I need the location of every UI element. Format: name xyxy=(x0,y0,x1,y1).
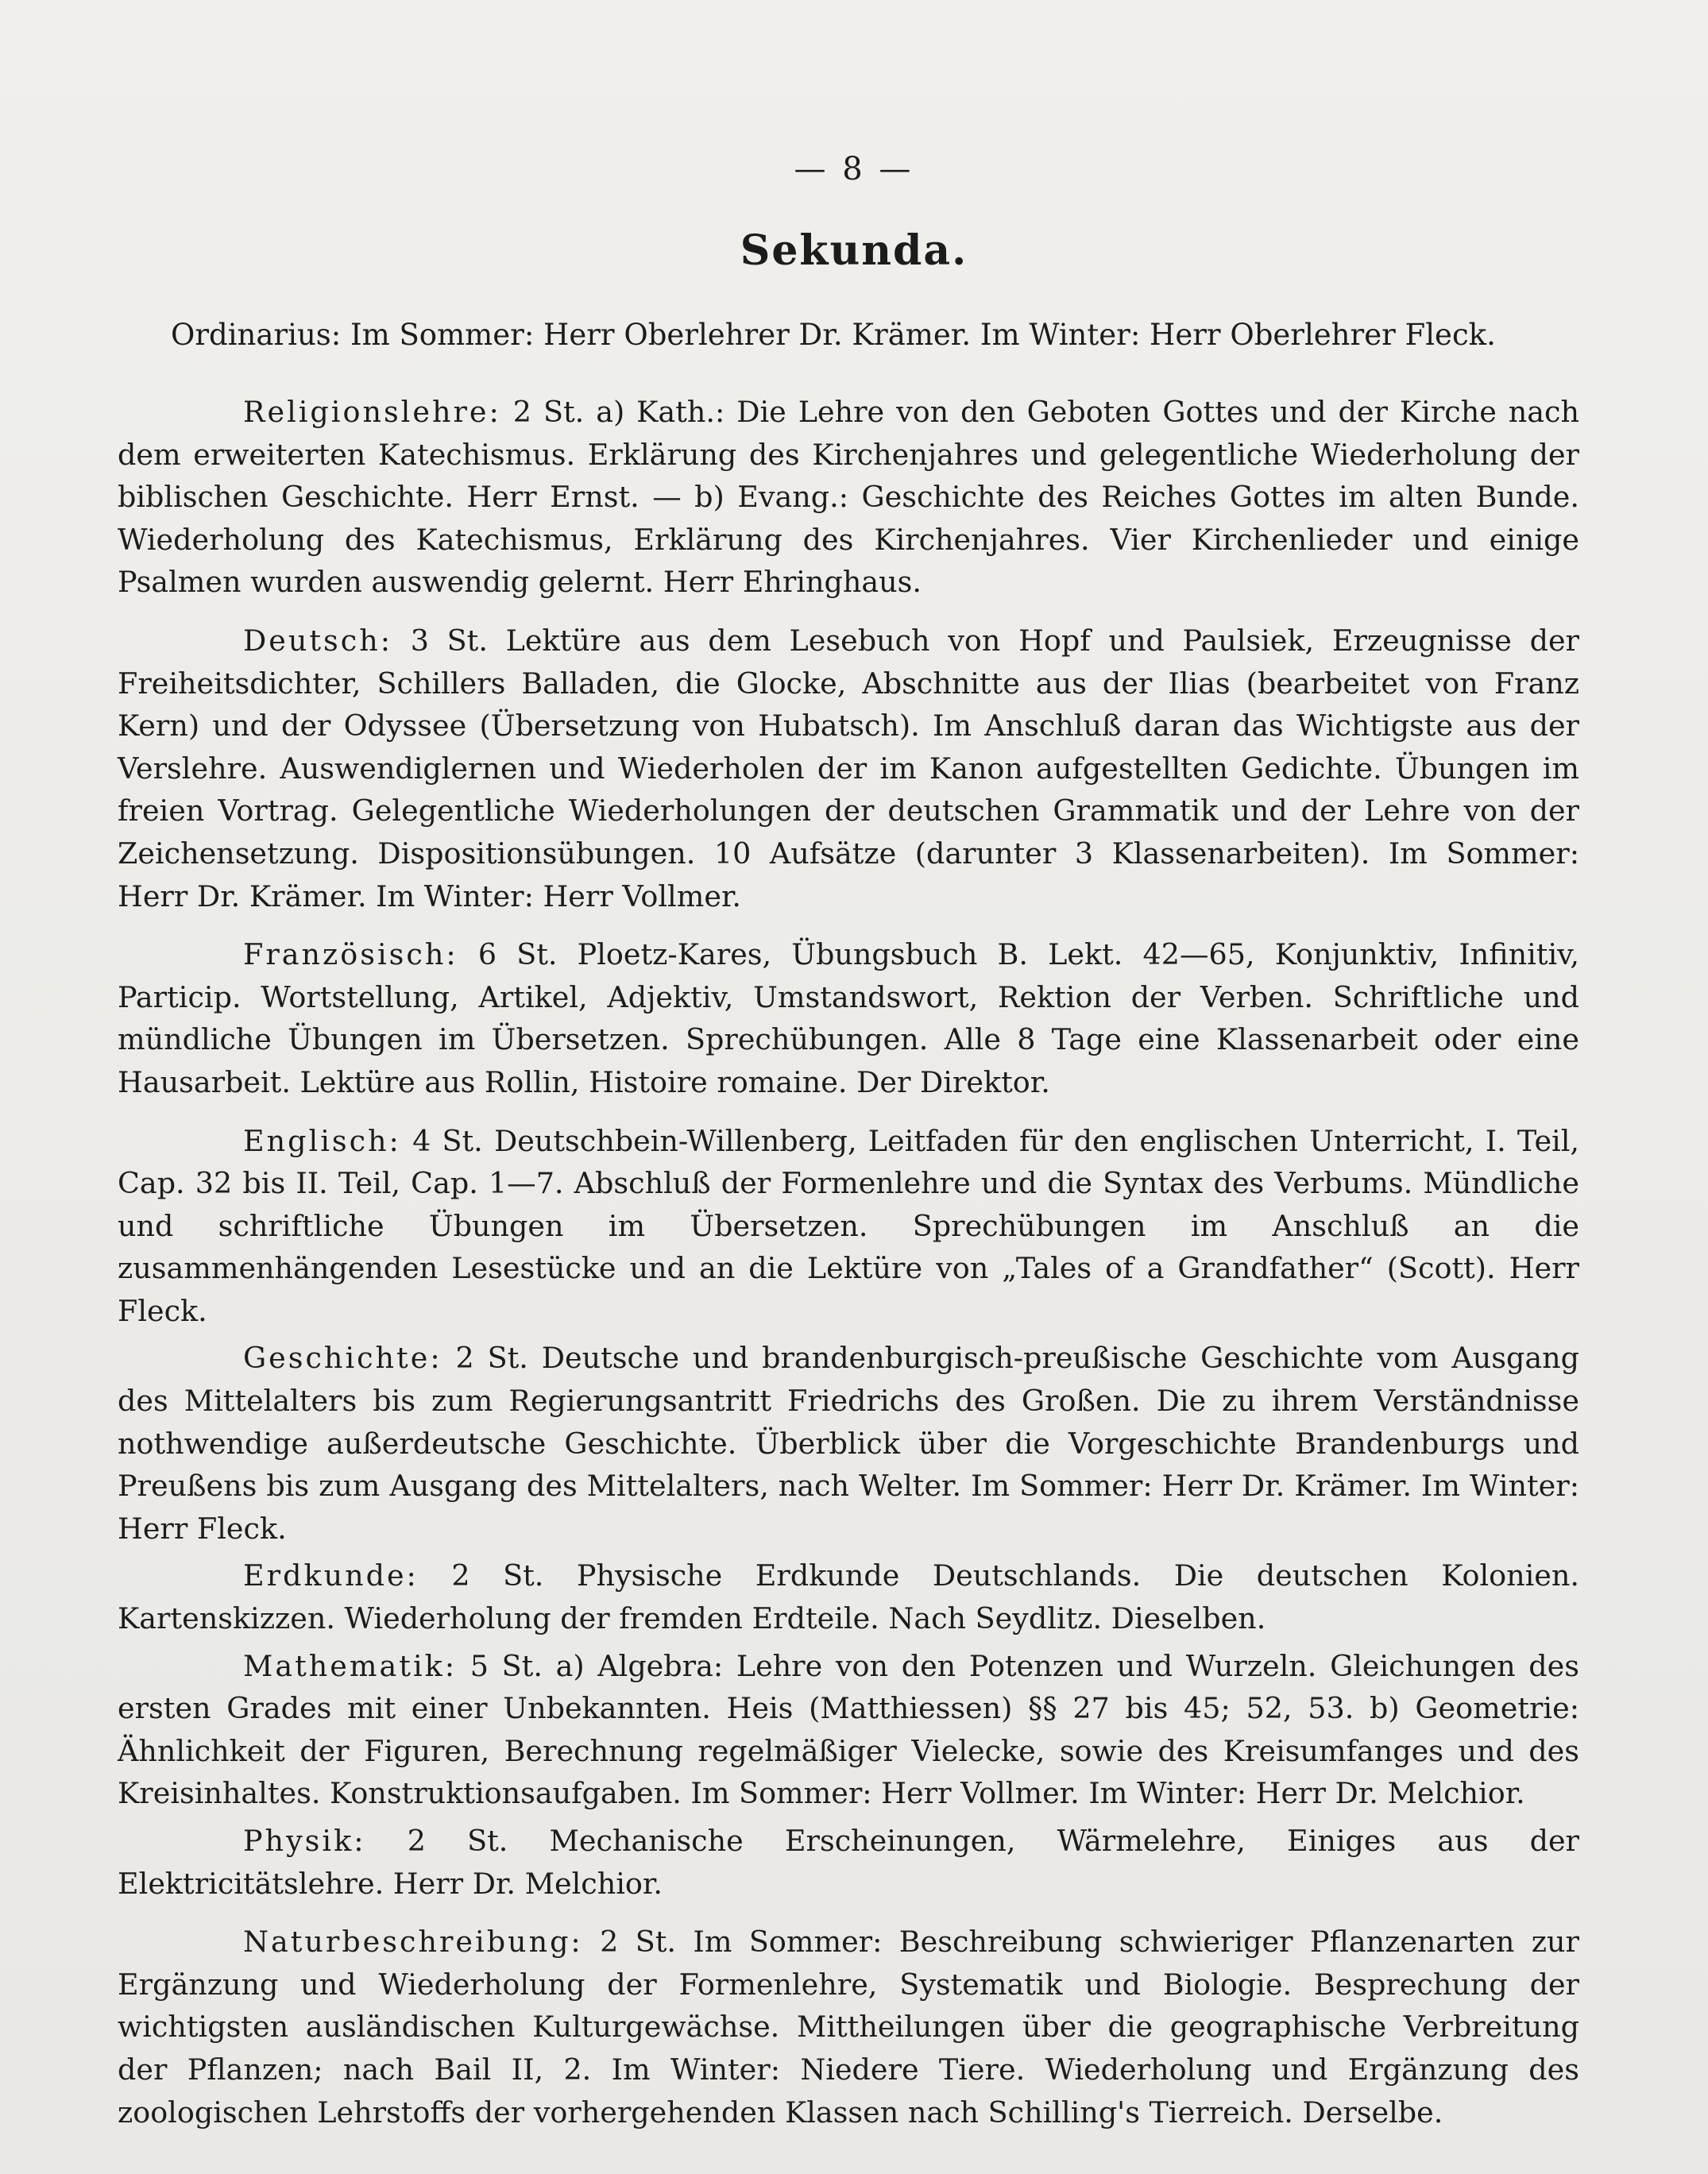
section-text: 2 St. a) Kath.: Die Lehre von den Geboten Gottes und der Kirche nach dem erweiterten Katechismus. Erklärung des Kirchenjahres und gelegentliche Wiederholung der biblischen Geschichte. Herr Ernst. — b) Evang.: Geschichte des Reiches Gottes im alten Bunde. Wiederholung des Katechismus, Erklärung des Kirchenjahres. Vier Kirchenlieder und einige Psalmen wurden auswendig gelernt. Herr Ehringhaus. xyxy=(118,395,1579,600)
section-mathematik xyxy=(118,1645,1579,1815)
section-erdkunde xyxy=(118,1554,1579,1639)
section-text: 2 St. Deutsche und brandenburgisch-preußische Geschichte vom Ausgang des Mittelalters bis zum Regierungsantritt Friedrichs des Großen. Die zu ihrem Verständnisse nothwendige außerdeutsche Geschichte. Überblick über die Vorgeschichte Brandenburgs und Preußens bis zum Ausgang des Mittelalters, nach Welter. Im Sommer: Herr Dr. Krämer. Im Winter: Herr Fleck. xyxy=(118,1341,1579,1546)
section-text: 6 St. Ploetz-Kares, Übungsbuch B. Lekt. 42—65, Konjunktiv, Infinitiv, Particip. Wortstellung, Artikel, Adjektiv, Umstandswort, Rektion der Verben. Schriftliche und mündliche Übungen im Übersetzen. Sprechübungen. Alle 8 Tage eine Klassenarbeit oder eine Hausarbeit. Lektüre aus Rollin, Histoire romaine. Der Direktor. xyxy=(118,937,1580,1099)
section-naturbeschreibung xyxy=(118,1921,1579,2133)
page-title: Sekunda. xyxy=(740,226,968,275)
subject-heading: Naturbeschreibung: xyxy=(243,1925,583,1960)
section-deutsch xyxy=(118,620,1579,917)
subject-heading: Physik: xyxy=(243,1824,366,1858)
section-physik xyxy=(118,1820,1579,1905)
subject-heading: Geschichte: xyxy=(243,1341,442,1376)
section-text: 4 St. Deutschbein-Willenberg, Leitfaden für den englischen Unterricht, I. Teil, Cap. 32 bis II. Teil, Cap. 1—7. Abschluß der Formenlehre und die Syntax des Verbums. Mündliche und schriftliche Übungen im Übersetzen. Sprechübungen im Anschluß an die zusammenhängenden Lesestücke und an die Lektüre von „Tales of a Grandfather“ (Scott). Herr Fleck. xyxy=(118,1123,1579,1328)
subject-heading: Französisch: xyxy=(243,937,458,972)
syllabus-body xyxy=(118,391,1579,2149)
subject-heading: Erdkunde: xyxy=(243,1558,419,1593)
section-text: 3 St. Lektüre aus dem Lesebuch von Hopf und Paulsiek, Erzeugnisse der Freiheitsdichter, Schillers Balladen, die Glocke, Abschnitte aus der Ilias (bearbeitet von Franz Kern) und der Odyssee (Übersetzung von Hubatsch). Im Anschluß daran das Wichtigste aus der Verslehre. Auswendiglernen und Wiederholen der im Kanon aufgestellten Gedichte. Übungen im freien Vortrag. Gelegentliche Wiederholungen der deutschen Grammatik und der Lehre von der Zeichensetzung. Dispositionsübungen. 10 Aufsätze (darunter 3 Klassenarbeiten). Im Sommer: Herr Dr. Krämer. Im Winter: Herr Vollmer. xyxy=(118,623,1579,913)
section-englisch xyxy=(118,1120,1579,1333)
section-religionslehre xyxy=(118,391,1579,604)
section-text: 2 St. Im Sommer: Beschreibung schwieriger Pflanzenarten zur Ergänzung und Wiederholung der Formenlehre, Systematik und Biologie. Besprechung der wichtigsten ausländischen Kulturgewächse. Mittheilungen über die geographische Verbreitung der Pflanzen; nach Bail II, 2. Im Winter: Niedere Tiere. Wiederholung und Ergänzung des zoologischen Lehrstoffs der vorhergehenden Klassen nach Schilling's Tierreich. Derselbe. xyxy=(118,1925,1579,2130)
subject-heading: Religionslehre: xyxy=(243,395,501,429)
page-number: — 8 — xyxy=(794,151,914,187)
subject-heading: Deutsch: xyxy=(243,623,393,658)
subject-heading: Englisch: xyxy=(243,1123,401,1158)
section-text: 5 St. a) Algebra: Lehre von den Potenzen und Wurzeln. Gleichungen des ersten Grades mit einer Unbekannten. Heis (Matthiessen) §§ 27 bis 45; 52, 53. b) Geometrie: Ähnlichkeit der Figuren, Berechnung regelmäßiger Vielecke, sowie des Kreisumfanges und des Kreisinhaltes. Konstruktionsaufgaben. Im Sommer: Herr Vollmer. Im Winter: Herr Dr. Melchior. xyxy=(118,1648,1579,1811)
ordinarius-line: Ordinarius: Im Sommer: Herr Oberlehrer Dr. Krämer. Im Winter: Herr Oberlehrer Fleck. xyxy=(171,318,1496,352)
section-geschichte xyxy=(118,1337,1579,1550)
section-text: 2 St. Mechanische Erscheinungen, Wärmelehre, Einiges aus der Elektricitätslehre. Herr Dr. Melchior. xyxy=(118,1824,1580,1901)
subject-heading: Mathematik: xyxy=(243,1648,458,1683)
section-franzoesisch xyxy=(118,933,1579,1103)
section-text: 2 St. Physische Erdkunde Deutschlands. Die deutschen Kolonien. Kartenskizzen. Wiederholung der fremden Erdteile. Nach Seydlitz. Dieselben. xyxy=(118,1558,1579,1636)
